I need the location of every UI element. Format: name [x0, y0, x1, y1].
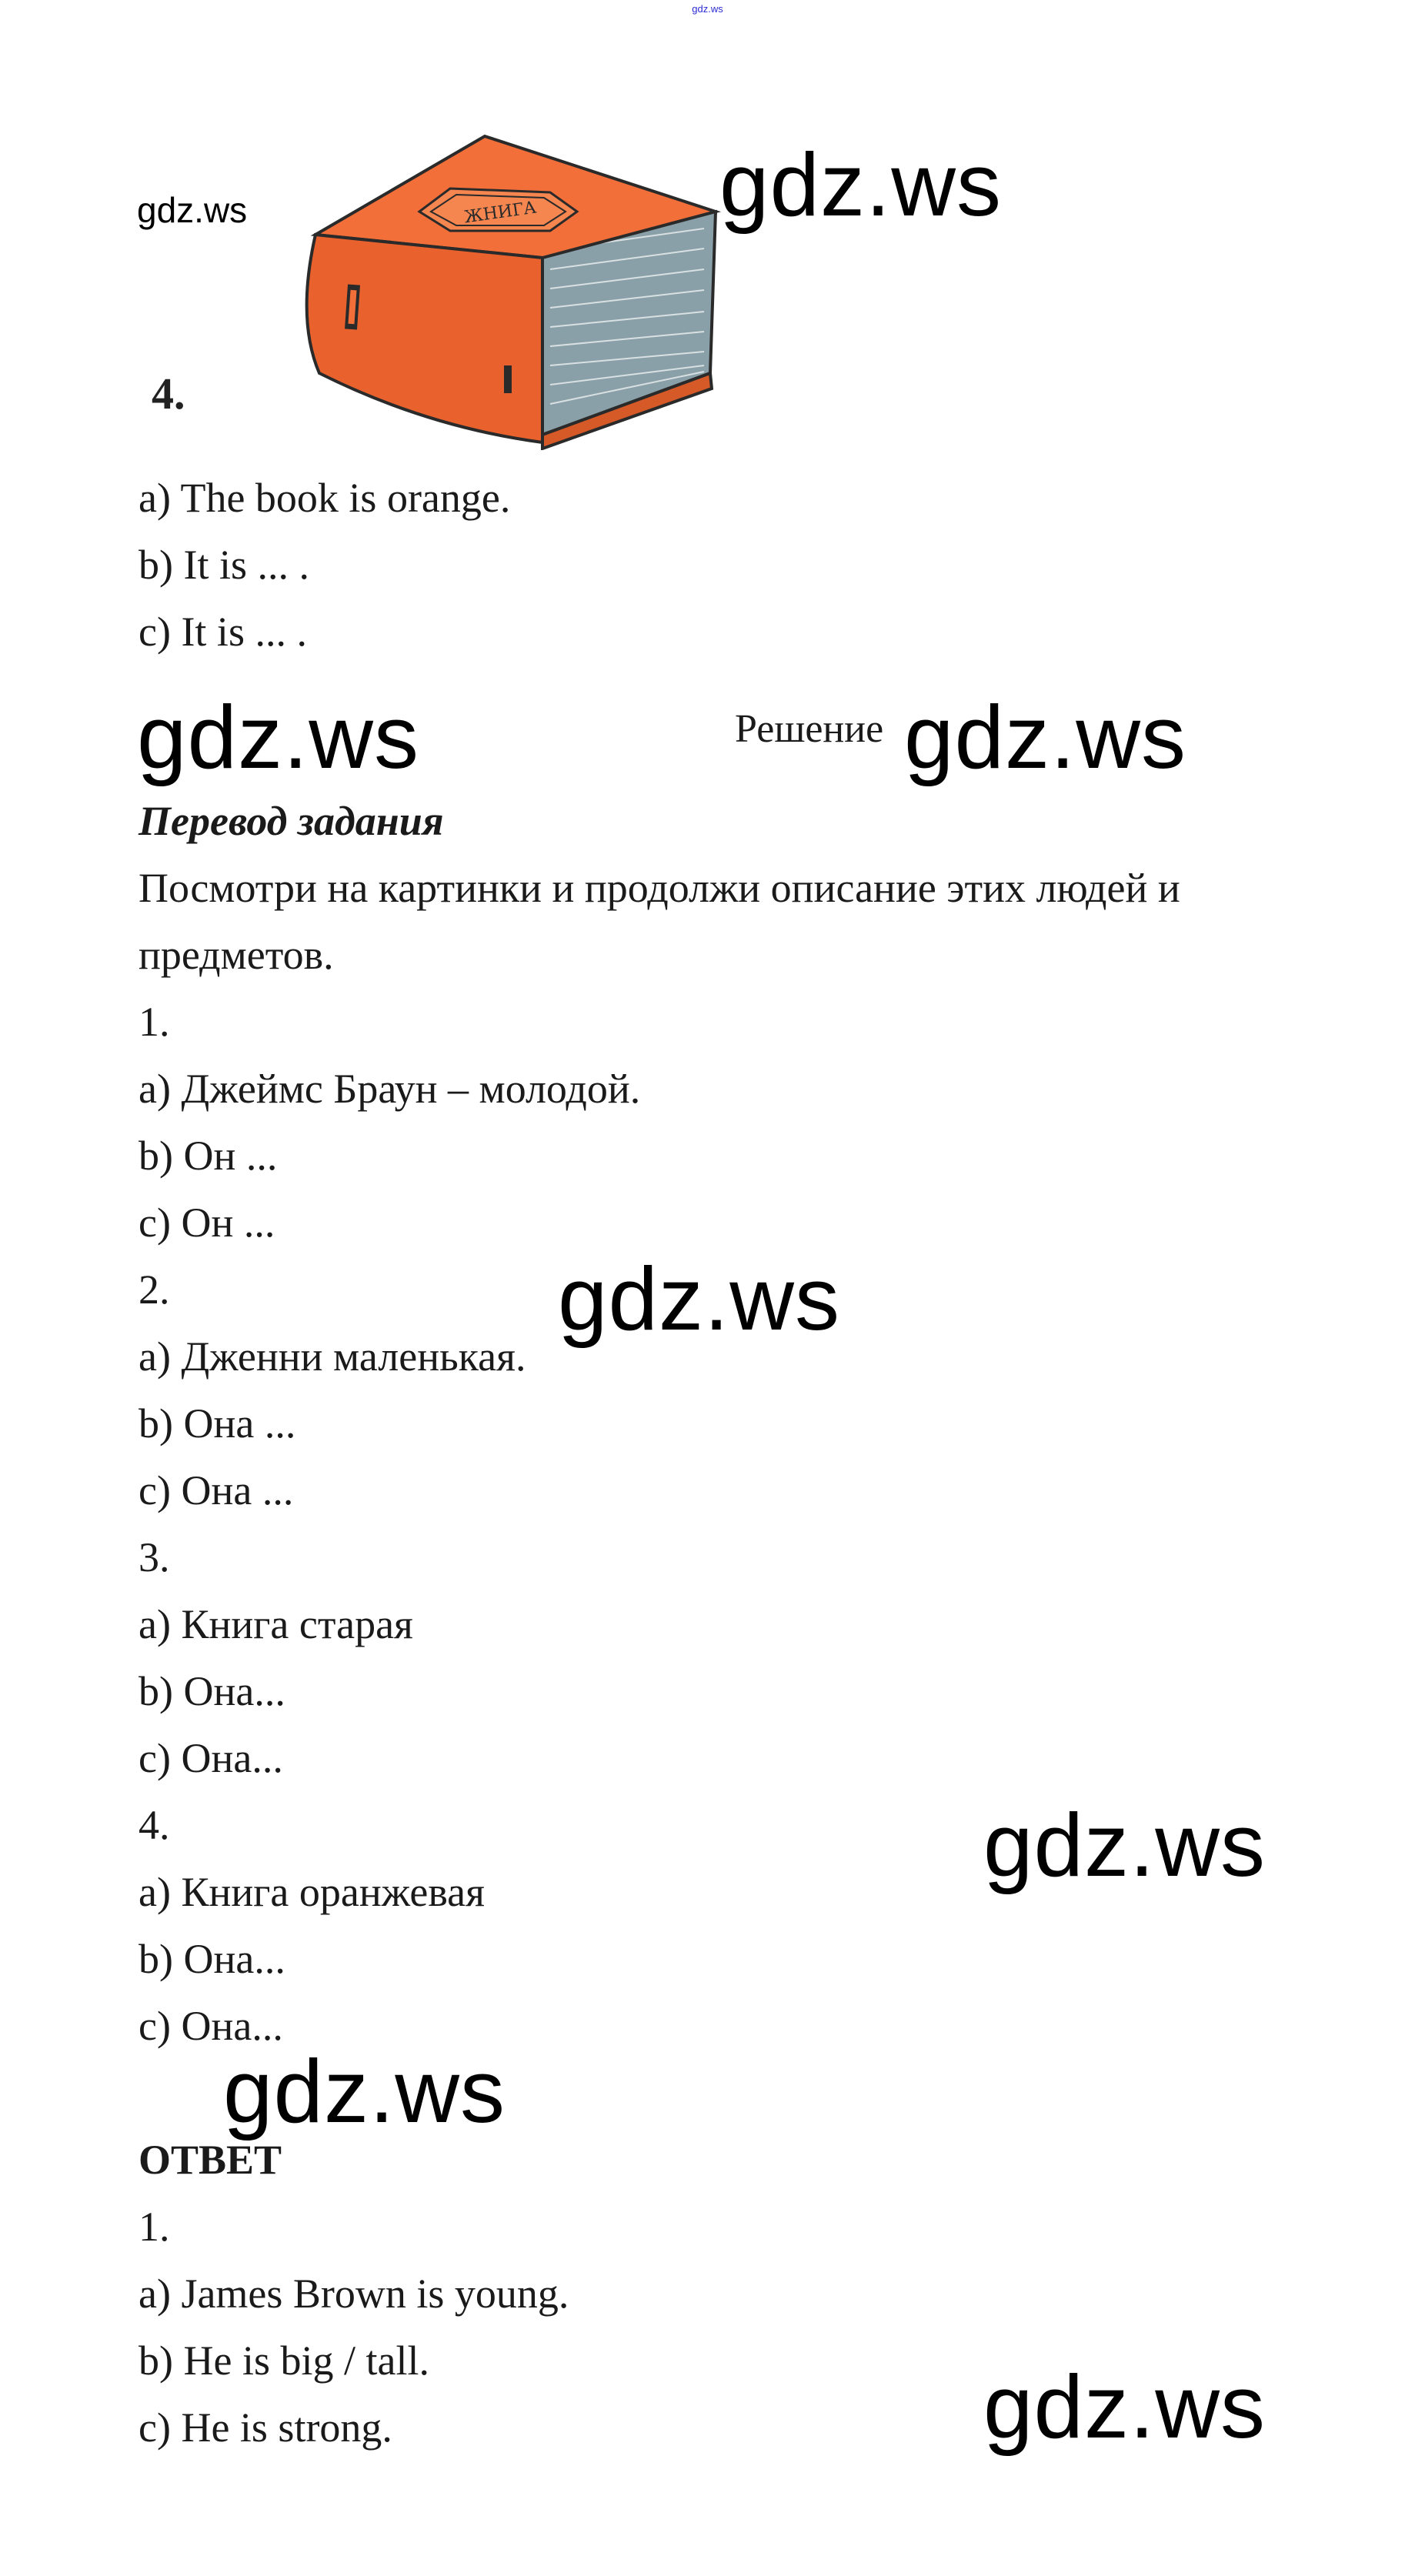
watermark-right-1: gdz.ws	[904, 687, 1187, 787]
top-site-tag[interactable]: gdz.ws	[692, 3, 723, 15]
answer-line-a: a) James Brown is young.	[138, 2271, 569, 2317]
watermark-left-1: gdz.ws	[137, 687, 420, 787]
answer-number: 1.	[138, 2204, 170, 2250]
translation-item-2-number: 2.	[138, 1266, 170, 1313]
exercise-line-a: a) The book is orange.	[138, 475, 511, 521]
watermark-top-right: gdz.ws	[719, 135, 1003, 235]
translation-item-1-b: b) Он ...	[138, 1133, 278, 1179]
exercise-line-b: b) It is ... .	[138, 542, 309, 588]
translation-item-3-b: b) Она...	[138, 1668, 285, 1714]
translation-item-4-b: b) Она...	[138, 1936, 285, 1982]
exercise-line-c: c) It is ... .	[138, 609, 307, 655]
answer-line-b: b) He is big / tall.	[138, 2337, 429, 2384]
watermark-center: gdz.ws	[558, 1249, 841, 1349]
solution-label: Решение	[735, 707, 884, 751]
watermark-left-2: gdz.ws	[223, 2041, 506, 2141]
answer-heading: ОТВЕТ	[138, 2137, 282, 2183]
translation-item-2-a: a) Дженни маленькая.	[138, 1333, 526, 1380]
translation-item-1-a: a) Джеймс Браун – молодой.	[138, 1066, 641, 1112]
translation-item-2-b: b) Она ...	[138, 1400, 296, 1446]
translation-item-4-c: c) Она...	[138, 2003, 283, 2049]
translation-item-2-c: c) Она ...	[138, 1467, 294, 1513]
watermark-logo-small: gdz.ws	[137, 190, 248, 230]
translation-item-4-a: a) Книга оранжевая	[138, 1869, 485, 1915]
watermark-right-3: gdz.ws	[983, 2357, 1266, 2457]
answer-line-c: c) He is strong.	[138, 2404, 392, 2451]
book-cover-label: ЖНИГА	[462, 198, 538, 228]
translation-item-3-number: 3.	[138, 1534, 170, 1580]
translation-item-1-c: c) Он ...	[138, 1200, 275, 1246]
translation-item-3-a: a) Книга старая	[138, 1601, 413, 1647]
task-number: 4.	[152, 369, 185, 419]
book-illustration	[273, 127, 735, 450]
translation-heading: Перевод задания	[138, 798, 444, 844]
translation-intro-line-1: Посмотри на картинки и продолжи описание этих людей и	[138, 865, 1180, 911]
translation-intro-line-2: предметов.	[138, 932, 334, 978]
watermark-right-2: gdz.ws	[983, 1795, 1266, 1895]
translation-item-3-c: c) Она...	[138, 1735, 283, 1781]
translation-item-4-number: 4.	[138, 1802, 170, 1848]
translation-item-1-number: 1.	[138, 999, 170, 1045]
